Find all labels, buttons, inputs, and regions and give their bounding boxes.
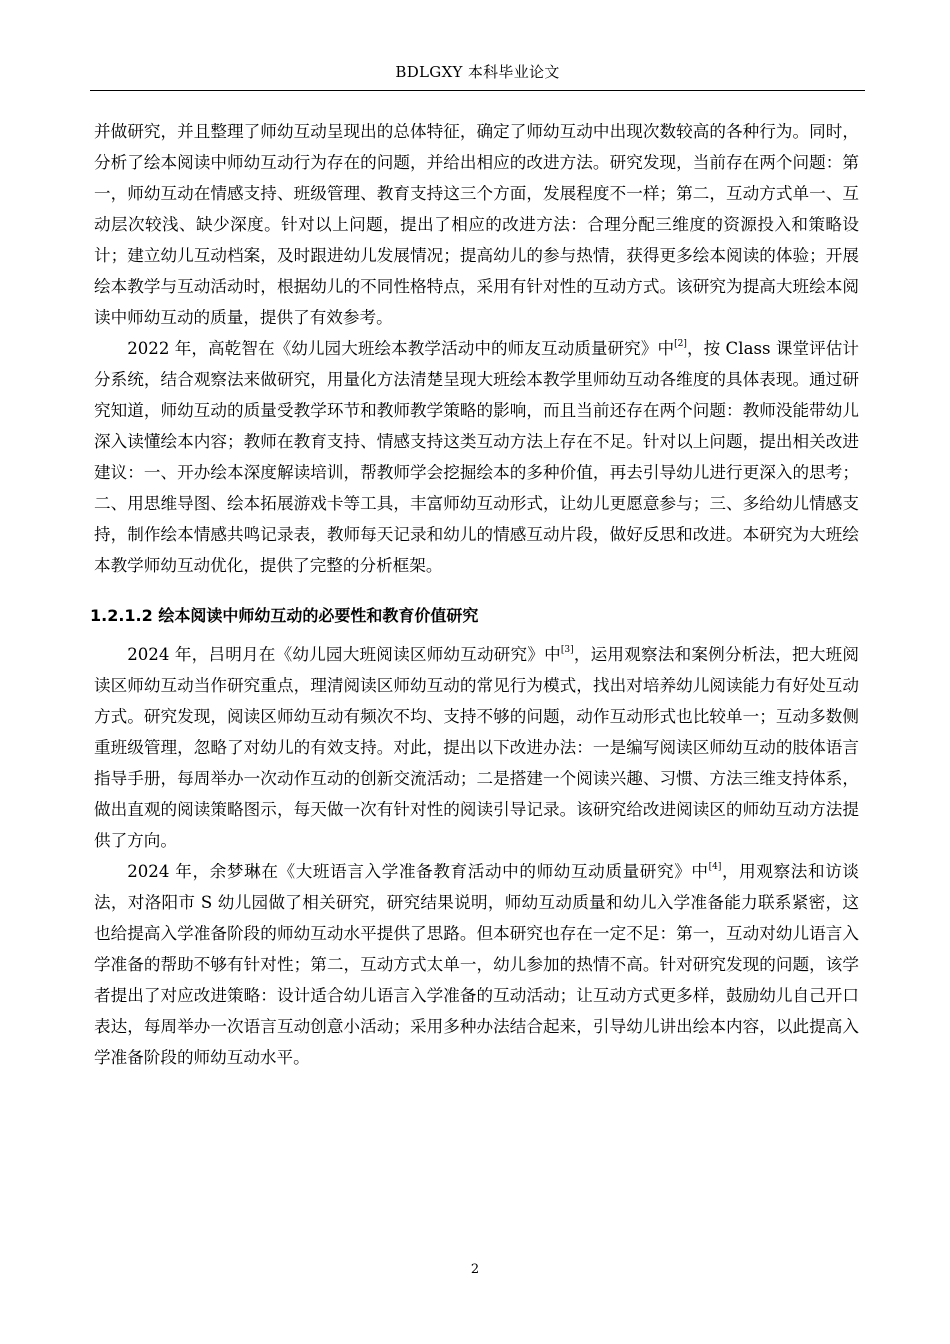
paragraph-4-rest: ，用观察法和访谈法，对洛阳市 S 幼儿园做了相关研究，研究结果说明，师幼互动质量和幼儿入学准备能力联系紧密，这也给提高入学准备阶段的师幼互动水平提供了思路。但本研究也存在一定不足：第一，互动对幼儿语言入学准备的帮助不够有针对性；第二，互动方式太单一，幼儿参加的热情不高。针对研究发现的问题，该学者提出了对应改进策略：设计适合幼儿语言入学准备的互动活动；让互动方式更多样，鼓励幼儿自己开口表达，每周举办一次语言互动创意小活动；采用多种办法结合起来，引导幼儿讲出绘本内容，以此提高入学准备阶段的师幼互动水平。 [94, 862, 859, 1067]
paragraph-4-lead: 2024 年，余梦琳在《大班语言入学准备教育活动中的师幼互动质量研究》中 [127, 862, 709, 881]
citation-ref-2: [2] [674, 339, 687, 349]
body-text [90, 116, 859, 1073]
paragraph-2-rest: ，按 Class 课堂评估计分系统，结合观察法来做研究，用量化方法清楚呈现大班绘本教学里师幼互动各维度的具体表现。通过研究知道，师幼互动的质量受教学环节和教师教学策略的影响，而且当前还存在两个问题：教师没能带幼儿深入读懂绘本内容；教师在教育支持、情感支持这类互动方法上存在不足。针对以上问题，提出相关改进建议：一、开办绘本深度解读培训，帮教师学会挖掘绘本的多种价值，再去引导幼儿进行更深入的思考；二、用思维导图、绘本拓展游戏卡等工具，丰富师幼互动形式，让幼儿更愿意参与；三、多给幼儿情感支持，制作绘本情感共鸣记录表，教师每天记录和幼儿的情感互动片段，做好反思和改进。本研究为大班绘本教学师幼互动优化，提供了完整的分析框架。 [94, 339, 859, 575]
citation-ref-3: [3] [560, 645, 574, 655]
paragraph-4 [94, 856, 859, 1073]
paragraph-2-lead: 2022 年，高乾智在《幼儿园大班绘本教学活动中的师友互动质量研究》中 [127, 339, 675, 358]
running-header: BDLGXY 本科毕业论文 [395, 63, 560, 81]
section-heading: 1.2.1.2 绘本阅读中师幼互动的必要性和教育价值研究 [90, 606, 479, 625]
header-rule [90, 90, 865, 91]
paragraph-2 [94, 333, 859, 581]
citation-ref-4: [4] [708, 862, 722, 872]
paragraph-1: 并做研究，并且整理了师幼互动呈现出的总体特征，确定了师幼互动中出现次数较高的各种行为。同时，分析了绘本阅读中师幼互动行为存在的问题，并给出相应的改进方法。研究发现，当前存在两个问题：第一，师幼互动在情感支持、班级管理、教育支持这三个方面，发展程度不一样；第二，互动方式单一、互动层次较浅、缺少深度。针对以上问题，提出了相应的改进方法：合理分配三维度的资源投入和策略设计；建立幼儿互动档案，及时跟进幼儿发展情况；提高幼儿的参与热情，获得更多绘本阅读的体验；开展绘本教学与互动活动时，根据幼儿的不同性格特点，采用有针对性的互动方式。该研究为提高大班绘本阅读中师幼互动的质量，提供了有效参考。 [94, 122, 859, 327]
paragraph-3-rest: ，运用观察法和案例分析法，把大班阅读区师幼互动当作研究重点，理清阅读区师幼互动的常见行为模式，找出对培养幼儿阅读能力有好处互动方式。研究发现，阅读区师幼互动有频次不均、支持不够的问题，动作互动形式也比较单一；互动多数侧重班级管理，忽略了对幼儿的有效支持。对此，提出以下改进办法：一是编写阅读区师幼互动的肢体语言指导手册，每周举办一次动作互动的创新交流活动；二是搭建一个阅读兴趣、习惯、方法三维支持体系，做出直观的阅读策略图示，每天做一次有针对性的阅读引导记录。该研究给改进阅读区的师幼互动方法提供了方向。 [94, 645, 859, 850]
page-number: 2 [470, 1262, 480, 1277]
paragraph-3 [94, 639, 859, 856]
paragraph-3-lead: 2024 年，吕明月在《幼儿园大班阅读区师幼互动研究》中 [127, 645, 561, 664]
